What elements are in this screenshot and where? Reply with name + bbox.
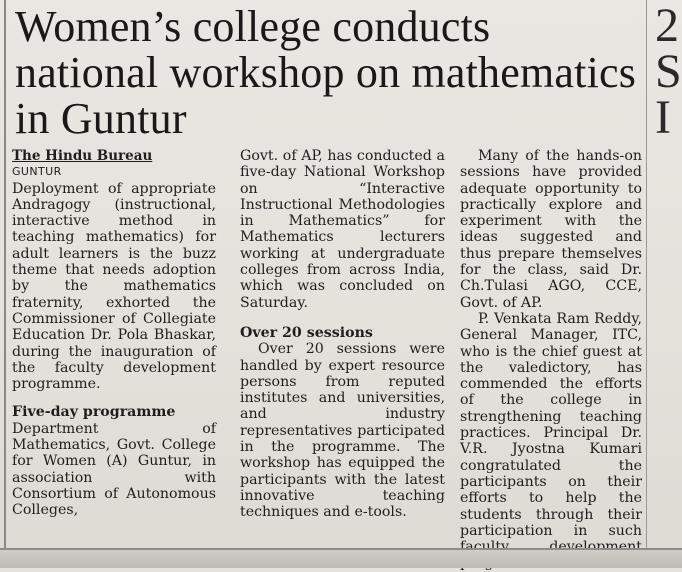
adjacent-article-fragment: [655, 0, 682, 150]
adjacent-letter-2: S: [655, 45, 682, 98]
dateline-place: GUNTUR: [12, 165, 62, 179]
article-column-2: [240, 148, 445, 521]
adjacent-letter-3: I: [655, 91, 671, 144]
sessions-paragraph: Over 20 sessions were handled by expert resource persons from reputed institutes and universities, and industry representatives participated in the programme. The workshop has equipped the participants with the latest innovative teaching techniques and e-tools.: [240, 341, 445, 521]
adjacent-article-rule: [646, 0, 647, 560]
article-column-3: [460, 148, 642, 572]
article-headline: Women’s college conducts national workshop on mathematics in Guntur: [15, 2, 637, 143]
valedictory-paragraph: P. Venkata Ram Reddy, General Manager, ITC, who is the chief guest at the valedictory, has commended the efforts of the college in strengthening teaching practices. Principal Dr. V.R. Jyostna Kumari congratulated the participants on their efforts to help the students through their participation in such: [460, 310, 642, 539]
hands-on-paragraph: Many of the hands-on sessions have provided adequate opportunity to practically explore and experiment with the ideas suggested and thus prepare themselves for the class, said Dr. Ch.Tulasi AGO, CCE, Govt. of AP.: [460, 148, 642, 311]
next-article-edge: [0, 550, 682, 568]
intro-paragraph: Deployment of appropriate Andragogy (instructional, interactive method in teaching mathematics) for adult learners is the buzz theme that needs adoption by the mathematics fraternity, exhorted the Commissioner of Collegiate Education Dr. Pola Bhaskar, during the inauguration of the faculty development programme.: [12, 180, 216, 393]
subhead-five-day: Five-day programme: [12, 404, 176, 421]
byline: The Hindu Bureau: [12, 148, 153, 164]
adjacent-letter-1: 2: [655, 0, 679, 52]
left-column-rule: [4, 0, 6, 550]
column-2-body: Govt. of AP, has conducted a five-day National Workshop on “Interactive Instructional Methodologies in Mathematics” for Mathematics lecturers working at undergraduate colleges from across India, which was concluded on Saturday.: [240, 148, 445, 311]
subhead-sessions: Over 20 sessions: [240, 324, 373, 341]
article-column-1: [12, 148, 216, 519]
column-1-body: Department of Mathematics, Govt. College for Women (A) Guntur, in association with Consortium of Autonomous Colleges,: [12, 420, 216, 519]
